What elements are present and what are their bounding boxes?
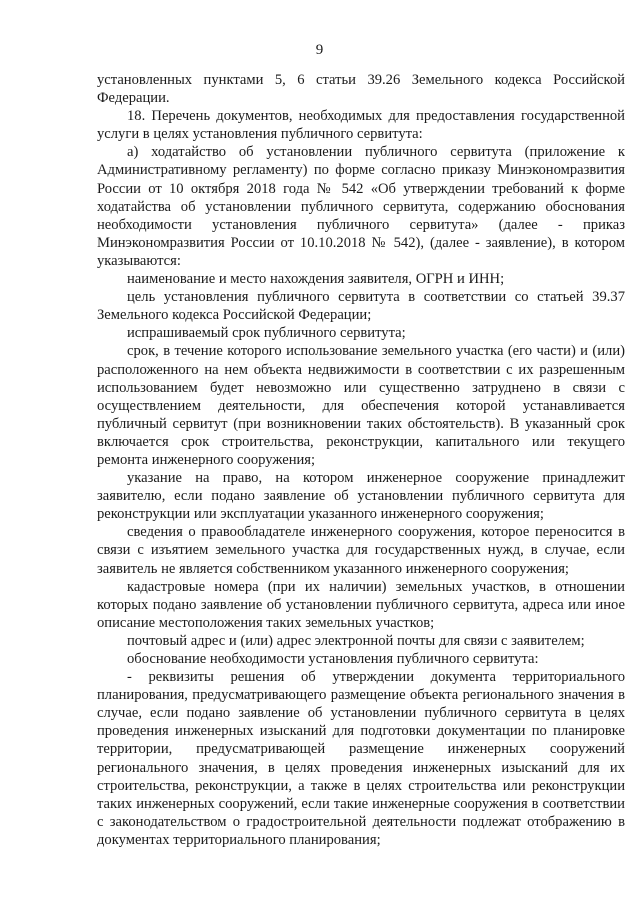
paragraph-item-18: 18. Перечень документов, необходимых для предоставления государственной услуги в целях установления публичного сервитута: (97, 108, 625, 143)
paragraph: установленных пунктами 5, 6 статьи 39.26 Земельного кодекса Российской Федерации. (97, 72, 625, 107)
paragraph: испрашиваемый срок публичного сервитута; (127, 325, 406, 342)
paragraph: кадастровые номера (при их наличии) земельных участков, в отношении которых подано заявление об установлении публичного сервитута, адреса или иное описание местоположения таких земельных участков; (97, 578, 625, 631)
paragraph-subitem-a: а) ходатайство об установлении публичного сервитута (приложение к Административному регламенту) по форме согласно приказу Минэкономразвития России от 10 октября 2018 года № 542 «Об утверждении требований к форме ходатайства об установлении публичного сервитута, содержанию обоснования необходимости установления публичного сервитута» (далее - приказ Минэкономразвития России от 10.10.2018 № 542), (далее - заявление), в котором указываются: (97, 144, 625, 269)
paragraph: наименование и место нахождения заявителя, ОГРН и ИНН; (127, 271, 505, 288)
paragraph: сведения о правообладателе инженерного сооружения, которое переносится в связи с изъятием земельного участка для государственных нужд, в случае, если заявитель не является собственником указанного инженерного сооружения; (97, 524, 625, 577)
document-body (97, 71, 625, 849)
paragraph: цель установления публичного сервитута в соответствии со статьей 39.37 Земельного кодекса Российской Федерации; (97, 289, 625, 324)
paragraph-dash-item: - реквизиты решения об утверждении документа территориального планирования, предусматривающего размещение объекта регионального значения в случае, если подано заявление об установлении публичного сервитута в целях проведения инженерных изысканий для подготовки документации по планировке территории, предусматривающей размещение инженерных сооружений регионального значения, в целях проведения инженерных изысканий для их строительства, реконструкции, а также в целях строительства или реконструкции таких инженерных сооружений, если такие инженерные сооружения в соответствии с законодательством о градостроительной деятельности подлежат отображению в документах территориального планирования; (97, 669, 625, 848)
paragraph: указание на право, на котором инженерное сооружение принадлежит заявителю, если подано заявление об установлении публичного сервитута для реконструкции или эксплуатации указанного инженерного сооружения; (97, 470, 625, 523)
paragraph: срок, в течение которого использование земельного участка (его части) и (или) расположенного на нем объекта недвижимости в соответствии с их разрешенным использованием будет невозможно или существенно затруднено в связи с осуществлением деятельности, для обеспечения которой устанавливается публичный сервитут (при возникновении таких обстоятельств). В указанный срок включается срок строительства, реконструкции, капитального или текущего ремонта инженерного сооружения; (97, 343, 625, 468)
paragraph: обоснование необходимости установления публичного сервитута: (127, 651, 539, 667)
page-number: 9 (315, 42, 324, 58)
paragraph: почтовый адрес и (или) адрес электронной почты для связи с заявителем; (127, 632, 585, 649)
